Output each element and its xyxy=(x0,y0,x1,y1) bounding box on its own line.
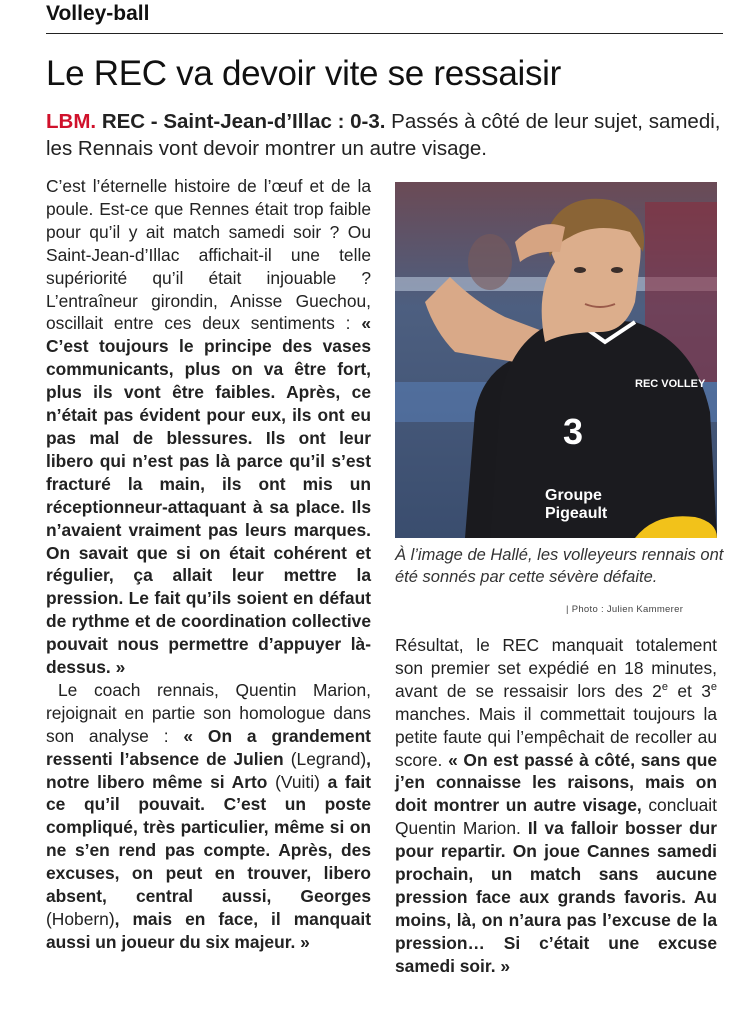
match-score: REC - Saint-Jean-d’Illac : 0-3. xyxy=(101,110,386,133)
article-lead xyxy=(46,108,736,162)
paragraph-1 xyxy=(46,175,371,679)
ordinal-suffix: e xyxy=(661,681,668,694)
name-aside: (Legrand) xyxy=(290,748,367,769)
article-headline: Le REC va devoir vite se ressaisir xyxy=(46,54,561,93)
quote-text: , mais en face, il manquait aussi un joueur du six majeur. » xyxy=(46,909,371,952)
quote-text: Il va falloir bosser dur pour repartir. On joue Cannes samedi prochain, un match sans aucune pression face aux grands favoris. Au moins, là, on n’aura pas l’excuse de la pression… Si c’était une excuse samedi soir. » xyxy=(395,818,717,976)
article-column-left xyxy=(46,175,371,954)
paragraph-3 xyxy=(395,634,717,978)
lead-text: Passés à côté de leur sujet, samedi, les Rennais vont devoir montrer un autre visage. xyxy=(46,110,721,160)
quote-text: , notre libero même si Arto xyxy=(46,748,371,792)
quote-text: « On est passé à côté, sans que j’en connaisse les raisons, mais on doit montrer un autre visage, xyxy=(395,749,717,816)
name-aside: (Hobern) xyxy=(46,909,115,929)
paragraph-text: concluait Quentin Marion. xyxy=(395,795,717,839)
paragraph-2 xyxy=(46,679,371,954)
paragraph-text: Le coach rennais, Quentin Marion, rejoignait en partie son homologue dans son analyse : xyxy=(46,679,371,746)
jersey-brand: REC VOLLEY xyxy=(635,378,706,390)
caption-text: À l’image de Hallé, les volleyeurs rennais ont été sonnés par cette sévère défaite. xyxy=(395,546,724,586)
rubric-divider xyxy=(46,33,723,34)
sponsor-line-1: Groupe xyxy=(545,487,602,504)
quote-text: « C’est toujours le principe des vases communicants, plus on va être fort, plus ils vont être faibles. Après, ce n’était pas évident pour eux, ils ont eu pas mal de blessures. Ils ont leur libero qui n’est pas là parce qu’il s’est fracturé la main, ils ont mis un réceptionneur-attaquant à sa place. Ils n’avaient vraiment pas leurs marques. On savait que si on était cohérent et régulier, ça allait leur mettre la pression. Le fait qu’ils soient en défaut de rythme et de coordination collective pouvait nous permettre d’appuyer là-dessus. » xyxy=(46,313,371,678)
paragraph-text: et 3 xyxy=(677,680,711,701)
photo-credit: | Photo : Julien Kammerer xyxy=(566,604,684,615)
section-rubric: Volley-ball xyxy=(46,2,150,25)
ordinal-suffix: e xyxy=(710,681,717,694)
name-aside: (Vuiti) xyxy=(275,771,320,792)
paragraph-text: manches. Mais il commettait toujours la petite faute qui l’empêchait de recoller au score. xyxy=(395,703,717,770)
photo-caption xyxy=(395,544,735,588)
article-photo xyxy=(395,182,717,538)
quote-text: « On a grandement ressenti l’absence de Julien xyxy=(46,725,371,769)
league-label: LBM. xyxy=(46,110,97,133)
article-column-right xyxy=(395,634,717,978)
sponsor-line-2: Pigeault xyxy=(545,505,608,522)
jersey-number: 3 xyxy=(563,411,584,452)
paragraph-text: C’est l’éternelle histoire de l’œuf et de la poule. Est-ce que Rennes était trop faible pour qu’il y ait match samedi soir ? Ou Saint-Jean-d’Illac affichait-il une telle supériorité qu’il était injouable ? L’entraîneur girondin, Anisse Guechou, oscillait entre ces deux sentiments : xyxy=(46,176,371,334)
quote-text: a fait ce qu’il pouvait. C’est un poste compliqué, très particulier, même si on ne s’en rend pas compte. Après, des excuses, on peut en trouver, libero absent, central aussi, Georges xyxy=(46,771,371,907)
paragraph-text: Résultat, le REC manquait totalement son premier set expédié en 18 minutes, avant de se ressaisir lors des 2 xyxy=(395,635,717,701)
